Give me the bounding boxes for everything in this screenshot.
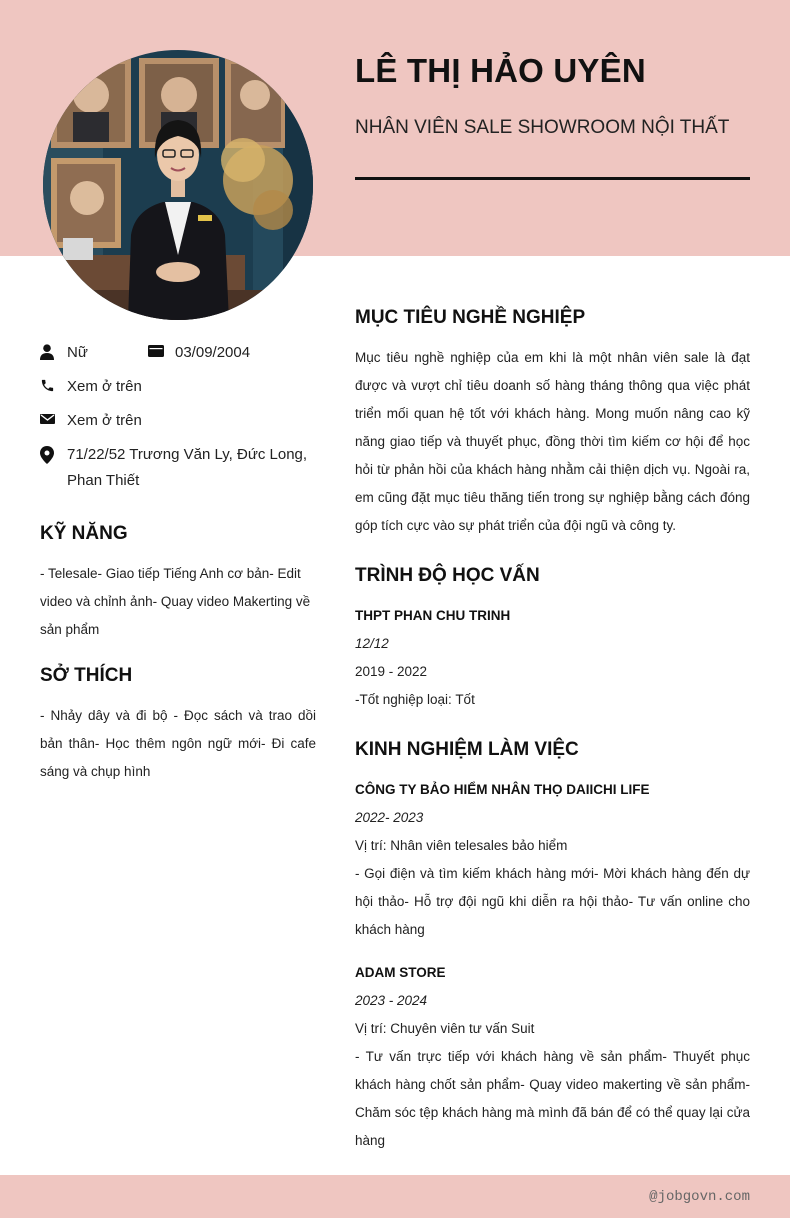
job-entry <box>355 959 750 1155</box>
job-duties: - Gọi điện và tìm kiếm khách hàng mới- Mời khách hàng đến dự hội thảo- Hỗ trợ đội ngũ khi diễn ra hội thảo- Tư vấn online cho khách hàng <box>355 866 750 937</box>
hobbies-text: - Nhảy dây và đi bộ - Đọc sách và trao dồi bản thân- Học thêm ngôn ngữ mới- Đi cafe sáng và chụp hình <box>40 708 316 779</box>
left-column <box>40 340 316 786</box>
mail-icon <box>40 408 67 429</box>
candidate-name: LÊ THỊ HẢO UYÊN <box>355 52 646 89</box>
right-column <box>355 300 750 1155</box>
address-value: 71/22/52 Trương Văn Ly, Đức Long, Phan Thiết <box>67 446 308 489</box>
school-note: -Tốt nghiệp loại: Tốt <box>355 692 475 707</box>
job-company: CÔNG TY BẢO HIỂM NHÂN THỌ DAIICHI LIFE <box>355 782 650 797</box>
objective-text: Mục tiêu nghề nghiệp của em khi là một nhân viên sale là đạt được và vượt chỉ tiêu doanh số hàng tháng thông qua việc phát triển mối quan hệ tốt với khách hàng. Mong muốn nâng cao kỹ năng giao tiếp và thuyết phục, đồng thời tìm kiếm cơ hội để học hỏi từ phản hồi của khách hàng nhằm cải thiện dịch vụ. Ngoài ra, em cũng đặt mục tiêu thăng tiến trong sự nghiệp bằng cách đóng góp tích cực vào sự phát triển của đội ngũ và công ty. <box>355 350 750 533</box>
title-divider <box>355 177 750 180</box>
skills-heading: KỸ NĂNG <box>40 523 128 544</box>
objective-section <box>355 300 750 540</box>
job-period: 2023 - 2024 <box>355 993 428 1008</box>
skills-section <box>40 516 316 644</box>
school-name: THPT PHAN CHU TRINH <box>355 608 511 623</box>
location-pin-icon <box>40 442 67 468</box>
gender-item <box>40 340 148 366</box>
info-row-address <box>40 442 316 494</box>
education-section <box>355 558 750 714</box>
experience-section <box>355 732 750 1155</box>
gender-value: Nữ <box>67 344 88 361</box>
job-duties: - Tư vấn trực tiếp với khách hàng về sản phẩm- Thuyết phục khách hàng chốt sản phẩm- Quay video makerting về sản phẩm- Chăm sóc tệp khách hàng mà mình đã bán để có thể quay lại cửa hàng <box>355 1049 750 1148</box>
experience-heading: KINH NGHIỆM LÀM VIỆC <box>355 739 579 760</box>
job-period: 2022- 2023 <box>355 810 424 825</box>
info-row-email <box>40 408 316 442</box>
skills-text: - Telesale- Giao tiếp Tiếng Anh cơ bản- Edit video và chỉnh ảnh- Quay video Makerting về sản phẩm <box>40 566 311 637</box>
info-row-phone <box>40 374 316 408</box>
phone-icon <box>40 374 67 397</box>
email-value: Xem ở trên <box>67 412 142 429</box>
hobbies-section <box>40 658 316 786</box>
job-entry <box>355 776 750 944</box>
birthday-item <box>148 340 250 366</box>
hobbies-heading: SỞ THÍCH <box>40 665 133 686</box>
footer-watermark: @jobgovn.com <box>649 1189 750 1205</box>
birthday-value: 03/09/2004 <box>175 344 251 361</box>
objective-heading: MỤC TIÊU NGHỀ NGHIỆP <box>355 307 586 328</box>
job-title: NHÂN VIÊN SALE SHOWROOM NỘI THẤT <box>355 117 730 138</box>
job-company: ADAM STORE <box>355 965 446 980</box>
footer-band <box>0 1175 790 1218</box>
education-heading: TRÌNH ĐỘ HỌC VẤN <box>355 565 540 586</box>
school-years: 2019 - 2022 <box>355 664 428 679</box>
person-icon <box>40 340 67 366</box>
job-position: Vị trí: Chuyên viên tư vấn Suit <box>355 1021 535 1036</box>
school-grade: 12/12 <box>355 636 389 651</box>
job-position: Vị trí: Nhân viên telesales bảo hiểm <box>355 838 568 853</box>
phone-value: Xem ở trên <box>67 378 142 395</box>
calendar-icon <box>148 340 175 366</box>
info-row-gender-birthday <box>40 340 316 374</box>
profile-photo <box>43 50 313 320</box>
